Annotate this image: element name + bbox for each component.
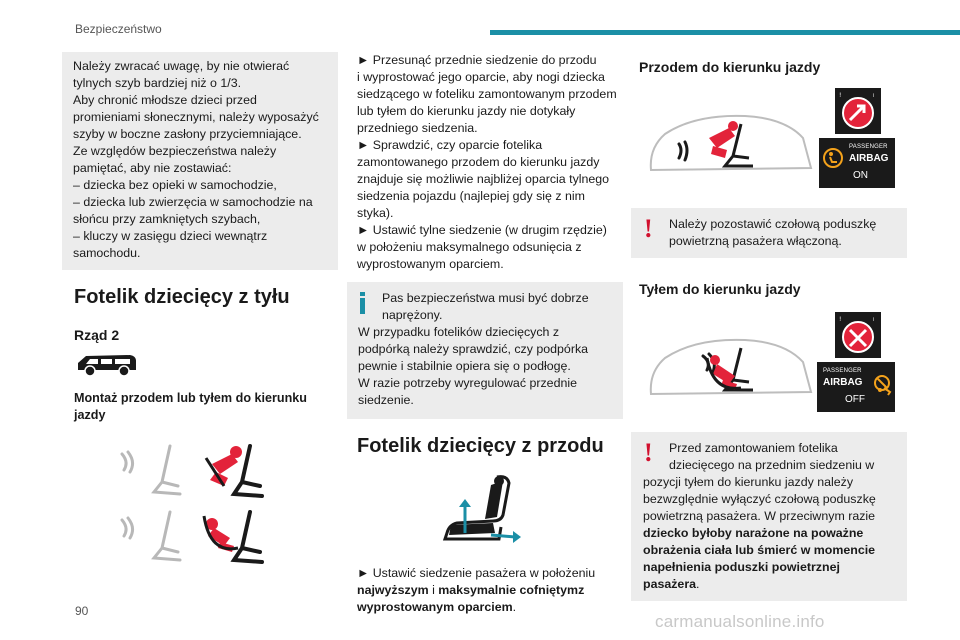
row-2-heading: Rząd 2 (74, 327, 120, 343)
header-accent-bar (490, 30, 960, 35)
step-line: lub tyłem do kierunku jazdy nie dotykały (357, 104, 576, 118)
final-step-prefix: ► Ustawić siedzenie pasażera w położeniu (357, 566, 596, 580)
step-line: w położeniu maksymalnego odsunięcia z (357, 240, 582, 254)
indicator-line-2: AIRBAG (849, 153, 889, 164)
intro-line: samochodu. (73, 246, 141, 260)
page-number: 90 (75, 604, 89, 618)
step-line: ► Przesunąć przednie siedzenie do przodu (357, 53, 597, 67)
rear-child-seat-heading: Fotelik dziecięcy z tyłu (74, 286, 290, 308)
warning-bold-line: napełnienia poduszki powietrznej (643, 560, 840, 574)
step-line: i wyprostować jego oparcie, aby nogi dziecka (357, 70, 605, 84)
intro-line: Aby chronić młodsze dzieci przed (73, 93, 257, 107)
forward-facing-heading: Przodem do kierunku jazdy (639, 59, 821, 75)
warning-bold-line: dziecko byłoby narażone na poważne (643, 526, 864, 540)
airbag-disabled-badge (835, 312, 881, 358)
intro-line: promieniami słonecznymi, należy wyposażyć (73, 110, 319, 124)
warning-bold-line: pasażera (643, 577, 697, 591)
final-step-rearmost: maksymalnie cofniętymz (438, 583, 585, 597)
info-icon (360, 292, 365, 314)
forward-facing-figure (631, 88, 907, 192)
indicator-line-1: PASSENGER (823, 368, 862, 374)
intro-line: pamiętać, aby nie zostawiać: (73, 161, 232, 175)
watermark: carmanualsonline.info (655, 612, 825, 631)
svg-text:i: i (873, 93, 875, 99)
indicator-state: ON (853, 170, 868, 181)
step-line: siedzenia pojazdu (najlepiej gdy się z nim styka). (357, 189, 585, 220)
passenger-airbag-off-indicator (817, 362, 895, 412)
warning-line: bezwzględnie wyłączyć czołową poduszkę (643, 492, 876, 506)
warning-line: powietrzną pasażera. W przeciwnym razie (643, 509, 876, 523)
step-line: przedniego siedzenia. (357, 121, 478, 135)
intro-line: szyby w boczne zasłony przyciemniające. (73, 127, 302, 141)
info-line: W razie potrzeby wyregulować przednie (358, 376, 577, 390)
rear-facing-heading: Tyłem do kierunku jazdy (639, 281, 801, 297)
airbag-warning-badge (835, 88, 881, 134)
step-line: znajduje się możliwie najbliżej oparcia tylnego (357, 172, 610, 186)
step-line: ► Sprawdzić, czy oparcie fotelika (357, 138, 543, 152)
airbag-off-warning (631, 432, 907, 601)
step-line: siedzącego w foteliku zamontowanym przodem (357, 87, 617, 101)
info-line: Pas bezpieczeństwa musi być dobrze (382, 291, 589, 305)
final-step-end: . (512, 600, 517, 614)
van-icon (74, 352, 338, 378)
intro-note-box (62, 52, 338, 270)
front-seat-step (347, 565, 623, 616)
info-line: W przypadku fotelików dziecięcych z (358, 325, 560, 339)
caption-line: jazdy (74, 408, 106, 422)
rear-seats-illustration (120, 442, 338, 566)
intro-line: Ze względów bezpieczeństwa należy (73, 144, 277, 158)
step-line: zamontowanego przodem do kierunku jazdy (357, 155, 600, 169)
intro-line: – kluczy w zasięgu dzieci wewnątrz (73, 229, 268, 243)
svg-text:!: ! (839, 92, 842, 99)
intro-line: – dziecka lub zwierzęcia w samochodzie na (73, 195, 313, 209)
info-line: naprężony. (382, 308, 443, 322)
column-left (62, 52, 338, 566)
intro-line: – dziecka bez opieki w samochodzie, (73, 178, 277, 192)
indicator-line-2: AIRBAG (823, 377, 863, 388)
warning-line: pozycji tyłem do kierunku jazdy należy (643, 475, 854, 489)
step-line: wyprostowanym oparciem. (357, 257, 504, 271)
car-interior-rearward-illustration (645, 332, 815, 404)
warning-bold-line: obrażenia ciała lub śmierć w momencie (643, 543, 876, 557)
column-middle (347, 52, 623, 616)
info-line: pewnie i stabilnie opiera się o podłogę. (358, 359, 571, 373)
final-step-upright: wyprostowanym oparciem (357, 600, 513, 614)
seatbelt-info-box (347, 282, 623, 419)
step-line: ► Ustawić tylne siedzenie (w drugim rzędzie) (357, 223, 607, 237)
warning-line: Należy pozostawić czołową poduszkę (669, 217, 877, 231)
airbag-icon (823, 148, 843, 168)
info-line: podpórką należy sprawdzić, czy podpórka (358, 342, 589, 356)
front-seat-adjust-illustration (427, 473, 623, 545)
warning-line: powietrzną pasażera włączoną. (669, 234, 842, 248)
warning-end: . (696, 577, 700, 591)
rear-facing-figure (631, 312, 907, 416)
indicator-line-1: PASSENGER (849, 144, 888, 150)
column-right (631, 52, 907, 601)
intro-line: słońcu przy zamkniętych szybach, (73, 212, 261, 226)
svg-text:!: ! (839, 316, 842, 323)
car-interior-forward-illustration (645, 108, 815, 180)
caption-line: Montaż przodem lub tyłem do kierunku (74, 391, 308, 405)
info-line: siedzenie. (358, 393, 414, 407)
airbag-on-warning (631, 208, 907, 258)
final-step-highest: najwyższym (357, 583, 429, 597)
warning-line: Przed zamontowaniem fotelika (669, 441, 838, 455)
final-step-and: i (428, 583, 439, 597)
rear-mount-steps (347, 52, 623, 273)
airbag-off-icon (873, 374, 893, 396)
mounting-caption (74, 390, 338, 424)
intro-line: tylnych szyb bardziej niż o 1/3. (73, 76, 242, 90)
warning-line: dziecięcego na przednim siedzeniu w (669, 458, 875, 472)
intro-line: Należy zwracać uwagę, by nie otwierać (73, 59, 290, 73)
front-child-seat-heading: Fotelik dziecięcy z przodu (357, 435, 604, 457)
warning-icon: ! (644, 438, 653, 467)
indicator-state: OFF (845, 394, 865, 405)
passenger-airbag-on-indicator (819, 138, 895, 188)
svg-text:i: i (873, 317, 875, 323)
warning-icon: ! (644, 214, 653, 243)
section-title: Bezpieczeństwo (75, 22, 162, 36)
